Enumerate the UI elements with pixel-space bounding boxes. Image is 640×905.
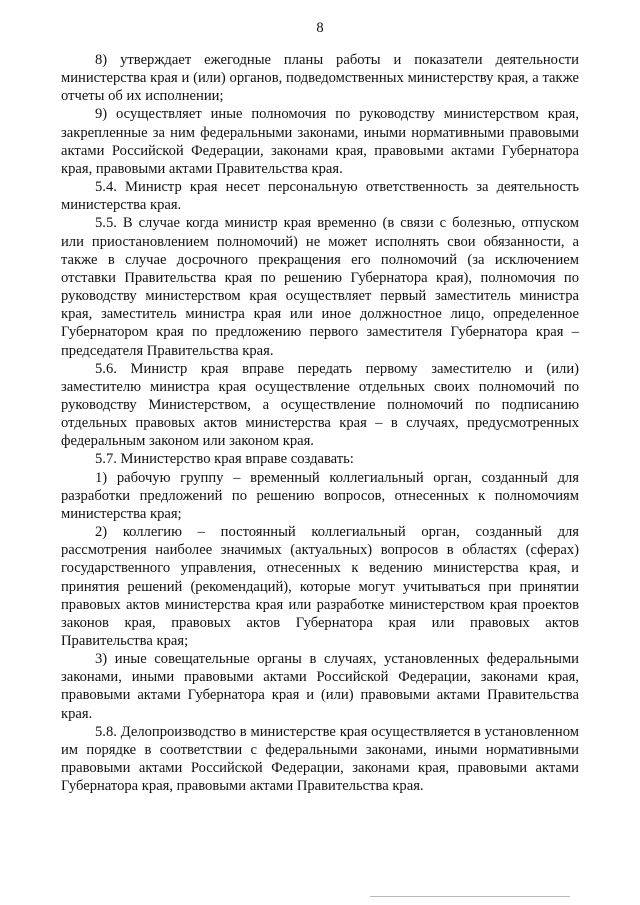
paragraph-5-7-item-1: 1) рабочую группу – временный коллегиальный орган, созданный для разработки предложений по решению вопросов, отнесенных к полномочиям министерства края; xyxy=(61,469,579,522)
paragraph-5-7-item-2: 2) коллегию – постоянный коллегиальный орган, созданный для рассмотрения наиболее значимых (актуальных) вопросов в областях (сферах) государственного управления, отнесенных к ведению министерства края, и принятия решений (рекомендаций), которые могут учитываться при принятии правовых актов министерства края или разработке министерством края проектов законов края, правовых актов Губернатора края или правовых актов Правительства края; xyxy=(61,524,579,649)
paragraph-item-9: 9) осуществляет иные полномочия по руководству министерством края, закрепленные за ним федеральными законами, иными нормативными правовыми актами Российской Федерации, законами края, правовыми актами Губернатора края, правовыми актами Правительства края. xyxy=(61,106,579,177)
page-number: 8 xyxy=(316,20,324,36)
document-body xyxy=(61,51,579,795)
paragraph-5-6: 5.6. Министр края вправе передать первому заместителю и (или) заместителю министра края осуществление отдельных своих полномочий по руководству Министерством, а осуществление полномочий по подписанию отдельных правовых актов министерства края – в случаях, предусмотренных федеральным законом или законом края. xyxy=(61,360,579,450)
paragraph-5-8: 5.8. Делопроизводство в министерстве края осуществляется в установленном им порядке в соответствии с федеральными законами, иными нормативными правовыми актами Российской Федерации, законами края, правовыми актами Губернатора края, правовыми актами Правительства края. xyxy=(61,723,579,795)
paragraph-5-5: 5.5. В случае когда министр края временно (в связи с болезнью, отпуском или приостановлением полномочий) не может исполнять свои обязанности, а также в случае досрочного прекращения его полномочий (за исключением отставки Правительства края по решению Губернатора края), полномочия по руководству министерством края осуществляет первый заместитель министра края, заместитель министра края или иное должностное лицо, определенное Губернатором края по предложению первого заместителя Губернатора края – председателя Правительства края. xyxy=(61,215,579,359)
scan-edge-line xyxy=(370,896,570,897)
paragraph-5-7: 5.7. Министерство края вправе создавать: xyxy=(95,451,354,468)
paragraph-5-4: 5.4. Министр края несет персональную ответственность за деятельность министерства края. xyxy=(61,179,579,214)
paragraph-item-8: 8) утверждает ежегодные планы работы и показатели деятельности министерства края и (или) органов, подведомственных министерству края, а также отчеты об их исполнении; xyxy=(61,52,579,105)
paragraph-5-7-item-3: 3) иные совещательные органы в случаях, установленных федеральными законами, иными правовыми актами Российской Федерации, законами края, правовыми актами Губернатора края и (или) правовыми актами Правительства края. xyxy=(61,651,579,722)
